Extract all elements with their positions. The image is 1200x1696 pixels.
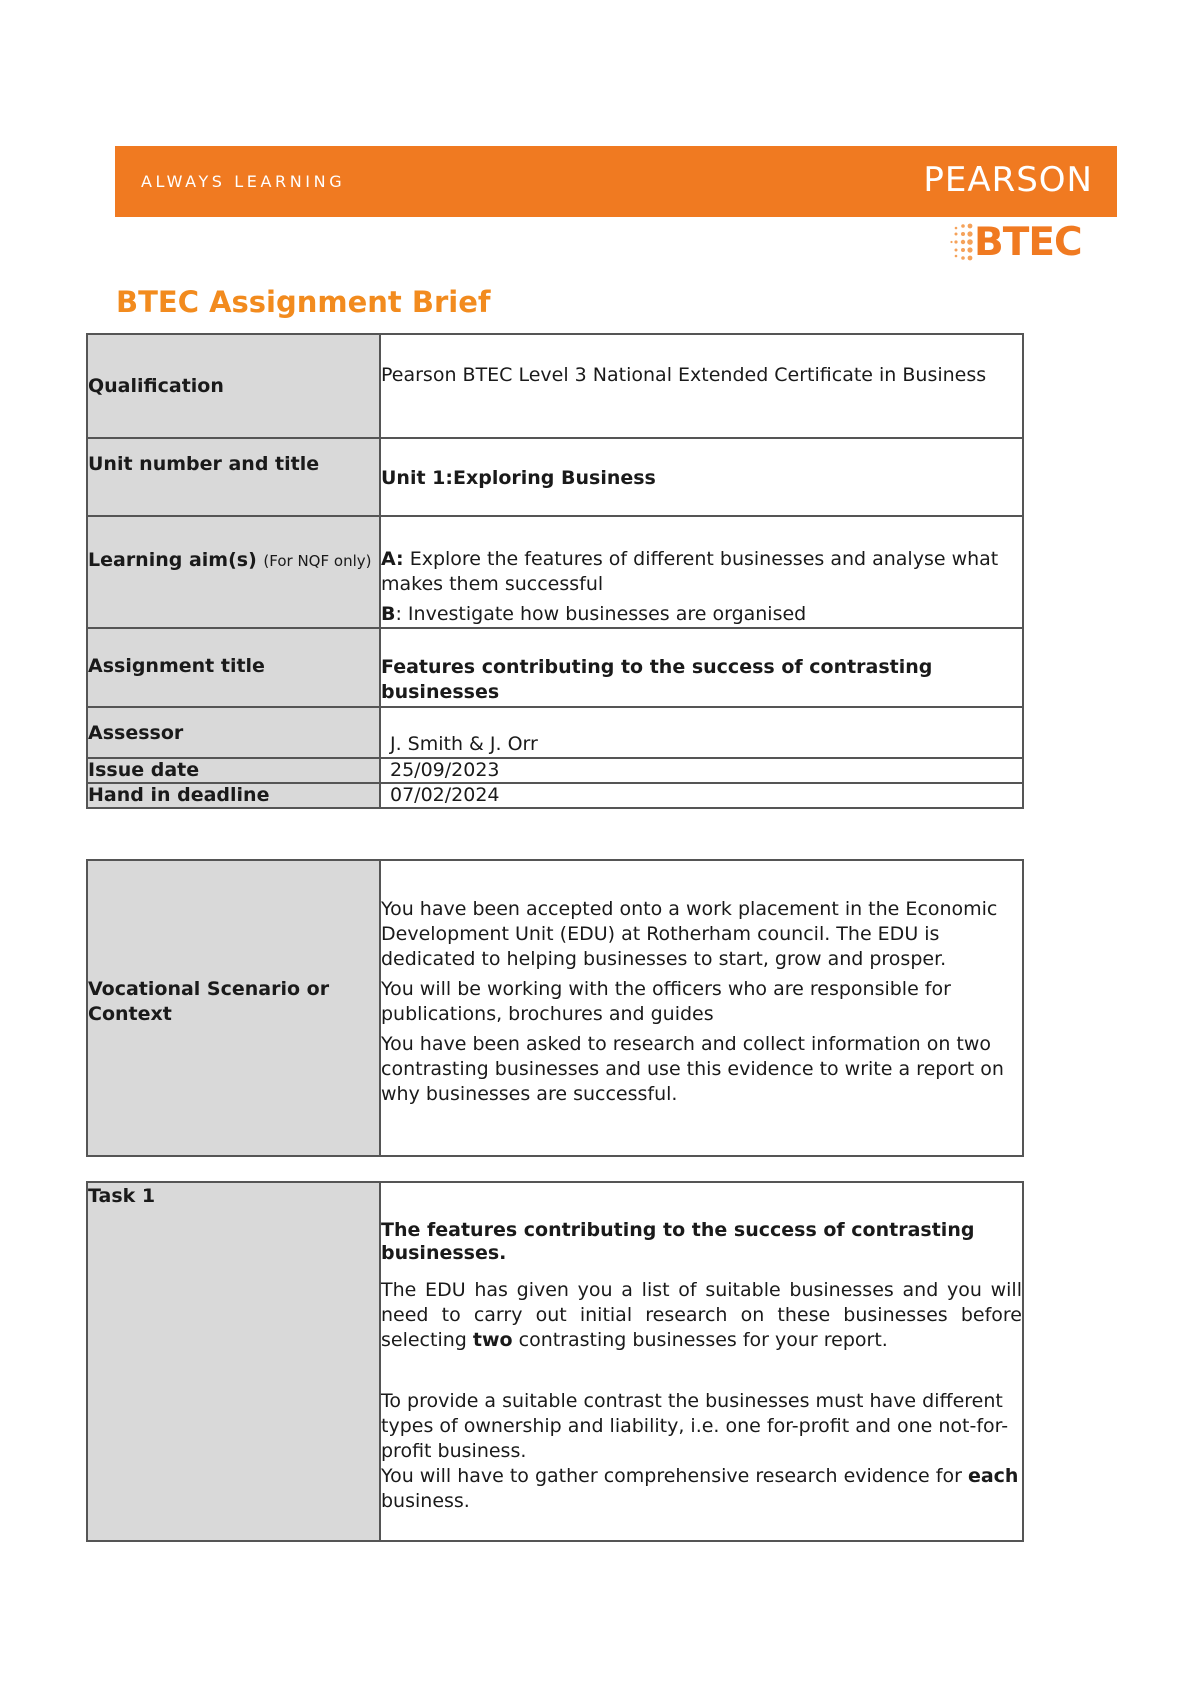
learning-aims-label: Learning aim(s) [88,549,257,571]
unit-value: Unit 1:Exploring Business [380,438,1023,516]
assignment-title-text: Features contributing to the success of contrasting businesses [381,656,933,703]
assessor-value: J. Smith & J. Orr [380,707,1023,758]
task1-p1-end: contrasting businesses for your report. [512,1329,888,1351]
task1-p3-end: business. [381,1490,470,1512]
scenario-paragraph-3: You have been asked to research and collect information on two contrasting businesses and use this evidence to write a report on why businesses are successful. [381,1033,1004,1105]
table-row [87,516,1023,628]
assignment-title-value [380,628,1023,707]
btec-logo-text: BTEC [974,220,1082,265]
table-row [87,1182,1023,1541]
learning-aims-label-cell [87,516,380,628]
details-table [86,333,1024,809]
aim-a-key: A: [381,548,404,570]
table-row [87,758,1023,783]
scenario-value [380,860,1023,1156]
aim-b-key: B [381,603,396,625]
table-row [87,783,1023,808]
assessor-label: Assessor [87,707,380,758]
qualification-value [380,334,1023,438]
table-row [87,860,1023,1156]
task1-paragraph-1 [381,1278,1022,1353]
btec-dots-icon [950,220,976,264]
scenario-paragraph-2: You will be working with the officers who are responsible for publications, brochures and guides [381,978,951,1025]
scenario-label: Vocational Scenario or Context [87,860,380,1156]
issue-date-value: 25/09/2023 [380,758,1023,783]
pearson-banner [115,146,1117,217]
btec-logo [950,218,1120,266]
table-row [87,438,1023,516]
task1-p1-start: The EDU has given you a list of suitable businesses and you will need to carry out initial research on these businesses before selecting [381,1279,1022,1351]
aim-b-text: : Investigate how businesses are organised [395,603,807,625]
table-row [87,628,1023,707]
task1-heading: The features contributing to the success of contrasting businesses. [381,1219,975,1264]
deadline-value: 07/02/2024 [380,783,1023,808]
table-row [87,707,1023,758]
issue-date-label: Issue date [87,758,380,783]
unit-label: Unit number and title [87,438,380,516]
task1-label: Task 1 [87,1182,380,1541]
banner-tagline: ALWAYS LEARNING [141,172,346,191]
qualification-text: Pearson BTEC Level 3 National Extended Certificate in Business [381,364,987,386]
scenario-table [86,859,1024,1157]
page-title: BTEC Assignment Brief [116,285,491,319]
aim-a-text: Explore the features of different businesses and analyse what makes them successful [381,548,999,595]
task1-table [86,1181,1024,1542]
task1-paragraph-2: To provide a suitable contrast the businesses must have different types of ownership and liability, i.e. one for-profit and one not-for-profit business. [381,1390,1009,1462]
qualification-label: Qualification [87,334,380,438]
learning-aims-note: (For NQF only) [263,552,372,570]
scenario-paragraph-1: You have been accepted onto a work placement in the Economic Development Unit (EDU) at Rotherham council. The EDU is dedicated to helping businesses to start, grow and prosper. [381,898,998,970]
pearson-logo: PEARSON [923,160,1093,200]
assignment-title-label: Assignment title [87,628,380,707]
table-row [87,334,1023,438]
learning-aims-value [380,516,1023,628]
aim-b [381,602,1022,627]
task1-p3-emphasis: each [967,1465,1019,1487]
task1-p1-emphasis: two [472,1329,513,1351]
task1-paragraph-3 [381,1464,1022,1514]
task1-value [380,1182,1023,1541]
deadline-label: Hand in deadline [87,783,380,808]
task1-p3-start: You will have to gather comprehensive research evidence for [381,1465,968,1487]
aim-a [381,547,1022,597]
